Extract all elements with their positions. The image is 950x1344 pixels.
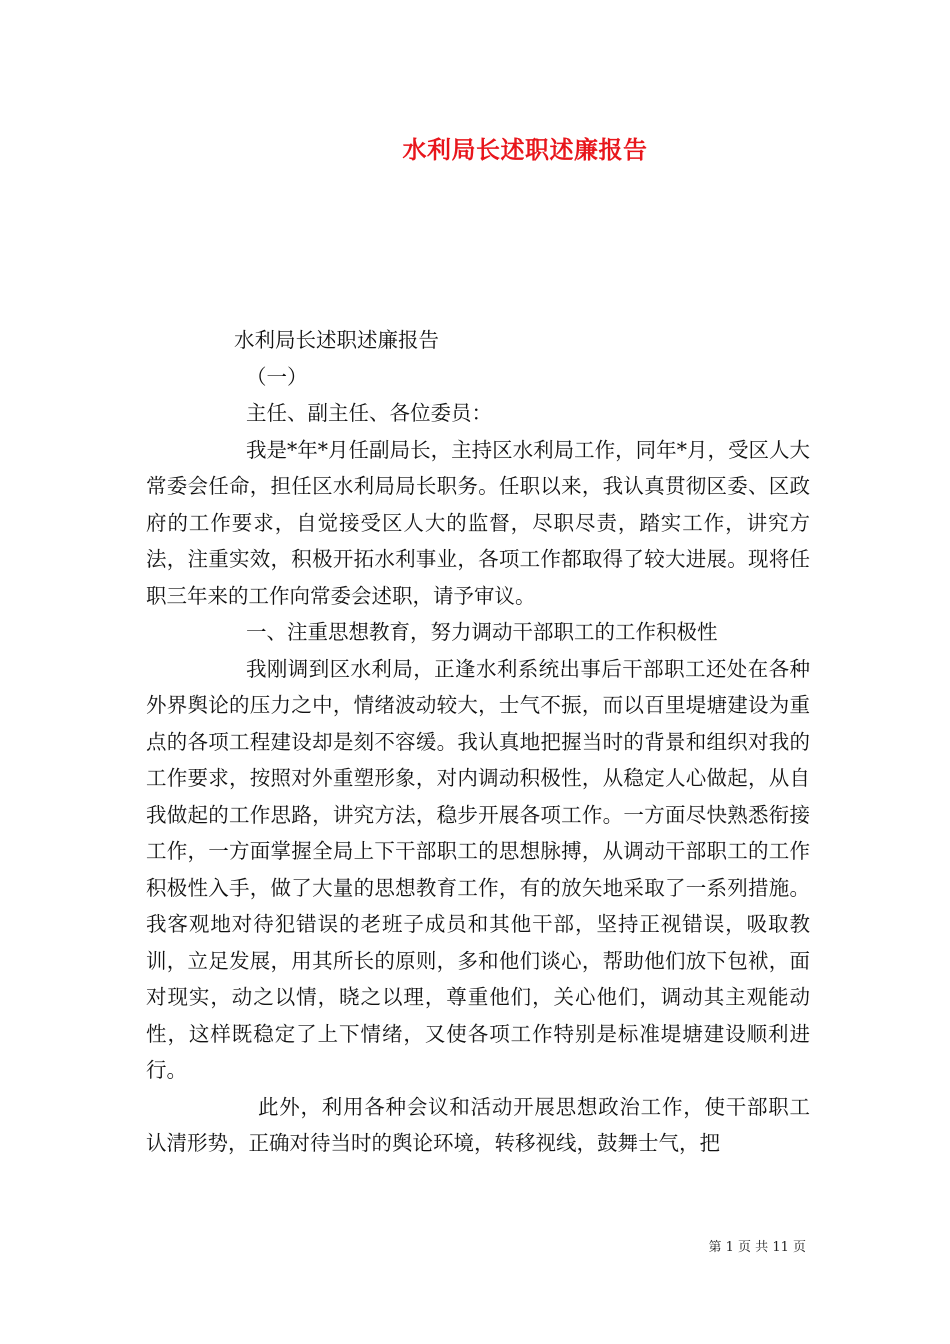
document-subtitle: 水利局长述职述廉报告 xyxy=(234,328,439,352)
section-heading: 一、注重思想教育，努力调动干部职工的工作积极性 xyxy=(246,620,718,644)
document-main-title: 水利局长述职述廉报告 xyxy=(402,135,648,164)
salutation: 主任、副主任、各位委员： xyxy=(246,401,492,425)
section-number: （一） xyxy=(246,364,308,389)
paragraph-body: 此外，利用各种会议和活动开展思想政治工作，使干部职工认清形势，正确对待当时的舆论环境，转移视线，鼓舞士气，把 xyxy=(146,1094,810,1155)
document-body xyxy=(146,322,810,1162)
paragraph-body: 我刚调到区水利局，正逢水利系统出事后干部职工还处在各种外界舆论的压力之中，情绪波动较大，士气不振，而以百里堤塘建设为重点的各项工程建设却是刻不容缓。我认真地把握当时的背景和组织对我的工作要求，按照对外重塑形象，对内调动积极性，从稳定人心做起，从自我做起的工作思路，讲究方法，稳步开展各项工作。一方面尽快熟悉衔接工作，一方面掌握全局上下干部职工的思想脉搏，从调动干部职工的工作积极性入手，做了大量的思想教育工作，有的放矢地采取了一系列措施。我客观地对待犯错误的老班子成员和其他干部，坚持正视错误，吸取教训，立足发展，用其所长的原则，多和他们谈心，帮助他们放下包袱，面对现实，动之以情，晓之以理，尊重他们，关心他们，调动其主观能动性，这样既稳定了上下情绪，又使各项工作特别是标准堤塘建设顺利进行。 xyxy=(146,656,810,1082)
page-number-footer: 第 1 页 共 11 页 xyxy=(708,1240,806,1255)
paragraph-intro: 我是*年*月任副局长，主持区水利局工作，同年*月，受区人大常委会任命，担任区水利局局长职务。任职以来，我认真贯彻区委、区政府的工作要求，自觉接受区人大的监督，尽职尽责，踏实工作，讲究方法，注重实效，积极开拓水利事业，各项工作都取得了较大进展。现将任职三年来的工作向常委会述职，请予审议。 xyxy=(146,437,810,608)
